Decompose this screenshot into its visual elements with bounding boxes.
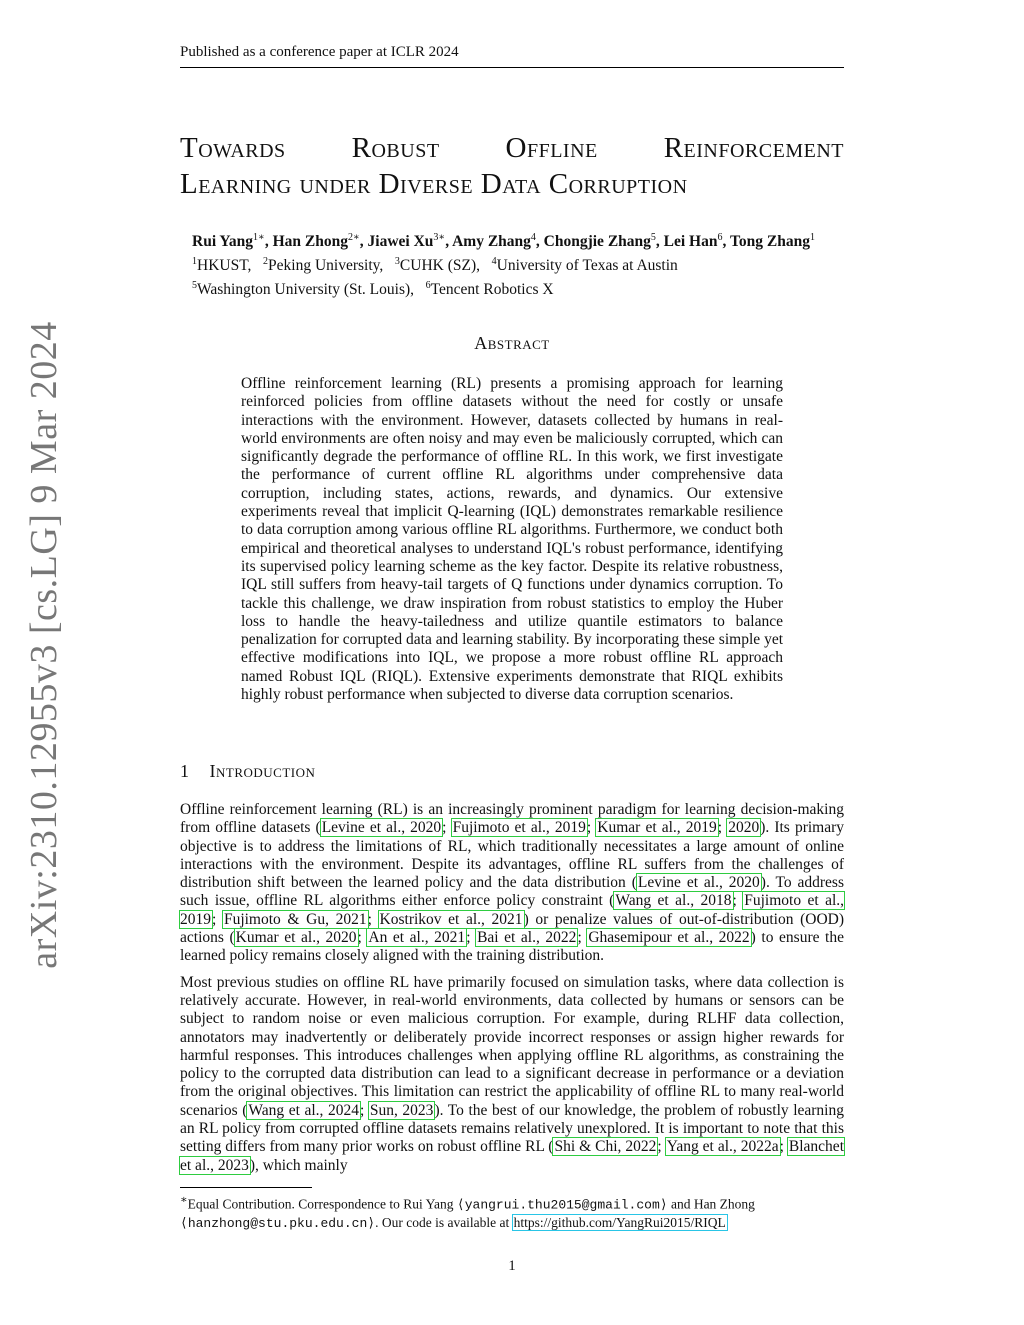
author-name: Lei Han bbox=[663, 233, 718, 251]
email-link-1[interactable]: ⟨yangrui.thu2015@gmail.com⟩ bbox=[456, 1197, 668, 1213]
affiliation-mark: 5 bbox=[192, 280, 197, 292]
citation-link[interactable]: Fujimoto & Gu, 2021 bbox=[223, 910, 367, 928]
author-affiliation-mark: 3∗ bbox=[433, 232, 446, 243]
citation-link[interactable]: Shi & Chi, 2022 bbox=[554, 1138, 657, 1156]
affiliation-mark: 4 bbox=[491, 256, 497, 268]
author-name: Chongjie Zhang bbox=[543, 233, 651, 251]
paragraph-1: Offline reinforcement learning (RL) is an increasingly prominent paradigm for learning decision-making from offline datasets (Levine et al., 2020; Fujimoto et al., 2019; Kumar et al., 2019; 2020). Its primary objective is to address the limitations of RL, which traditionally necessitates a large amount of online interactions with the environment. Despite its advantages, offline RL suffers from the challenges of distribution shift between the learned policy and the data distribution (Levine et al., 2020). To address such issue, offline RL algorithms either enforce policy constraint (Wang et al., 2018; Fujimoto et al., 2019; Fujimoto & Gu, 2021; Kostrikov et al., 2021) or penalize values of out-of-distribution (OOD) actions (Kumar et al., 2020; An et al., 2021; Bai et al., 2022; Ghasemipour et al., 2022) to ensure the learned policy remains closely aligned with the training distribution. bbox=[180, 801, 845, 965]
affiliation-name: Washington University (St. Louis), bbox=[197, 281, 415, 299]
abstract-text: Offline reinforcement learning (RL) presents a promising approach for learning reinforced policies from offline datasets without the need for costly or unsafe interactions with the environment. However, datasets collected by humans in real-world environments are often noisy and may even be maliciously corrupted, which can significantly degrade the performance of offline RL. In this work, we first investigate the performance of current offline RL algorithms under comprehensive data corruption, including states, actions, rewards, and dynamics. Our extensive experiments reveal that implicit Q-learning (IQL) demonstrates remarkable resilience to data corruption among various offline RL algorithms. Furthermore, we conduct both empirical and theoretical analyses to understand IQL's robust performance, identifying its supervised policy learning scheme as the key factor. Despite its relative robustness, IQL still suffers from heavy-tail targets of Q functions under dynamics corruption. To tackle this challenge, we draw inspiration from robust statistics to employ the Huber loss to handle the heavy-tailedness and utilize quantile estimators to balance penalization for corrupted data and learning stability. By incorporating these simple yet effective modifications into IQL, we propose a more robust offline RL approach named Robust IQL (RIQL). Extensive experiments demonstrate that RIQL exhibits highly robust performance when subjected to diverse data corruption scenarios. bbox=[241, 375, 783, 704]
affiliation-mark: 3 bbox=[394, 256, 400, 268]
running-header: Published as a conference paper at ICLR 2024 bbox=[180, 44, 844, 68]
affiliations-line-1 bbox=[192, 252, 892, 276]
paper-title bbox=[180, 130, 844, 202]
footnote-mid: and Han Zhong bbox=[667, 1196, 755, 1212]
email-link-2[interactable]: ⟨hanzhong@stu.pku.edu.cn⟩ bbox=[180, 1215, 376, 1231]
author-name: Jiawei Xu bbox=[367, 233, 434, 251]
author-affiliation-mark: 5 bbox=[650, 232, 656, 243]
author-block bbox=[192, 228, 892, 300]
citation-link[interactable]: Wang et al., 2024 bbox=[248, 1101, 359, 1119]
author-names: Rui Yang$^{1∗}$, Han Zhong$^{2∗}$, Jiawei $Xu^{3∗}$, Amy Zhang$^4$, Chongjie Zhang$^5$, Lei Han$^6$, Tong Zhang$^1$ bbox=[192, 232, 815, 251]
page-number: 1 bbox=[508, 1258, 516, 1274]
arxiv-stamp: arXiv:2310.12955v3 [cs.LG] 9 Mar 2024 bbox=[23, 321, 65, 969]
affiliation-mark: 1 bbox=[192, 256, 197, 268]
author-affiliation-mark: 2∗ bbox=[347, 232, 360, 243]
title-line-1 bbox=[180, 130, 844, 166]
citation-link[interactable]: Kostrikov et al., 2021 bbox=[379, 910, 523, 928]
affiliation-mark: 2 bbox=[263, 256, 269, 268]
author-name: Tong Zhang bbox=[729, 233, 810, 251]
citation-link[interactable]: Bai et al., 2022 bbox=[477, 929, 577, 947]
paragraph-2: Most previous studies on offline RL have primarily focused on simulation tasks, where data collection is relatively accurate. However, in real-world environments, data collected by humans or sensors can be subject to random noise or even malicious corruption. For example, during RLHF data collection, annotators may inadvertently or deliberately provide incorrect responses or assign higher rewards for harmful responses. This introduces challenges when applying offline RL algorithms, as constraining the policy to the corrupted data distribution can lead to a significant decrease in performance or a deviation from the original objectives. This limitation can restrict the applicability of offline RL to many real-world scenarios (Wang et al., 2024; Sun, 2023). To the best of our knowledge, the problem of robustly learning an RL policy from corrupted offline datasets remains relatively unexplored. It is important to note that this setting differs from many prior works on robust offline RL (Shi & Chi, 2022; Yang et al., 2022a; Blanchet et al., 2023), which mainly bbox=[180, 973, 844, 1174]
author-affiliation-mark: 4 bbox=[530, 232, 536, 243]
affiliation-name: CUHK (SZ), bbox=[399, 257, 480, 275]
title-word: Robust bbox=[351, 132, 440, 164]
author-affiliation-mark: 1∗ bbox=[253, 232, 265, 243]
citation-link[interactable]: An et al., 2021 bbox=[368, 929, 466, 947]
affiliations-line-2 bbox=[192, 276, 892, 300]
footnote-code-text: . Our code is available at bbox=[375, 1214, 513, 1230]
footnote-rule bbox=[180, 1187, 312, 1188]
footnote-lead: Equal Contribution. Correspondence to Rui Yang bbox=[187, 1196, 457, 1212]
title-word: Offline bbox=[505, 132, 598, 164]
author-name: Rui Yang bbox=[192, 233, 254, 251]
title-word: Towards bbox=[180, 132, 286, 164]
citation-link[interactable]: 2020 bbox=[728, 819, 760, 837]
affiliation-name: Peking University, bbox=[268, 257, 384, 275]
footnote-mark: ∗ bbox=[180, 1194, 188, 1206]
title-word: Reinforcement bbox=[663, 132, 844, 164]
section-title: Introduction bbox=[209, 761, 316, 781]
affiliation-name: University of Texas at Austin bbox=[496, 257, 678, 275]
section-heading-introduction bbox=[180, 761, 315, 782]
section-number: 1 bbox=[180, 761, 190, 781]
citation-link[interactable]: Blanchet et al., 2023 bbox=[180, 1138, 844, 1174]
abstract-heading: Abstract bbox=[474, 333, 550, 353]
author-affiliation-mark: 1 bbox=[809, 232, 815, 243]
citation-link[interactable]: Yang et al., 2022a bbox=[666, 1138, 779, 1156]
author-name: Han Zhong bbox=[272, 233, 348, 251]
citation-link[interactable]: Kumar et al., 2019 bbox=[597, 819, 717, 837]
introduction-body bbox=[180, 801, 844, 1183]
citation-link[interactable]: Levine et al., 2020 bbox=[321, 819, 442, 837]
author-name: Amy Zhang bbox=[452, 233, 531, 251]
footnote bbox=[180, 1192, 844, 1232]
citation-link[interactable]: Kumar et al., 2020 bbox=[235, 929, 357, 947]
affiliation-name: HKUST, bbox=[197, 257, 252, 275]
affiliation-mark: 6 bbox=[425, 280, 431, 292]
citation-link[interactable]: Ghasemipour et al., 2022 bbox=[588, 929, 750, 947]
citation-link[interactable]: Levine et al., 2020 bbox=[637, 874, 760, 892]
citation-link[interactable]: Sun, 2023 bbox=[369, 1101, 434, 1119]
citation-link[interactable]: Wang et al., 2018 bbox=[615, 892, 732, 910]
affiliation-name: Tencent Robotics X bbox=[430, 281, 554, 299]
author-affiliation-mark: 6 bbox=[717, 232, 723, 243]
code-repo-link[interactable]: https://github.com/YangRui2015/RIQL bbox=[513, 1214, 726, 1230]
citation-link[interactable]: Fujimoto et al., 2019 bbox=[452, 819, 586, 837]
title-line-2: Learning under Diverse Data Corruption bbox=[180, 168, 688, 200]
citation-link[interactable]: Fujimoto et al., 2019 bbox=[180, 892, 845, 928]
